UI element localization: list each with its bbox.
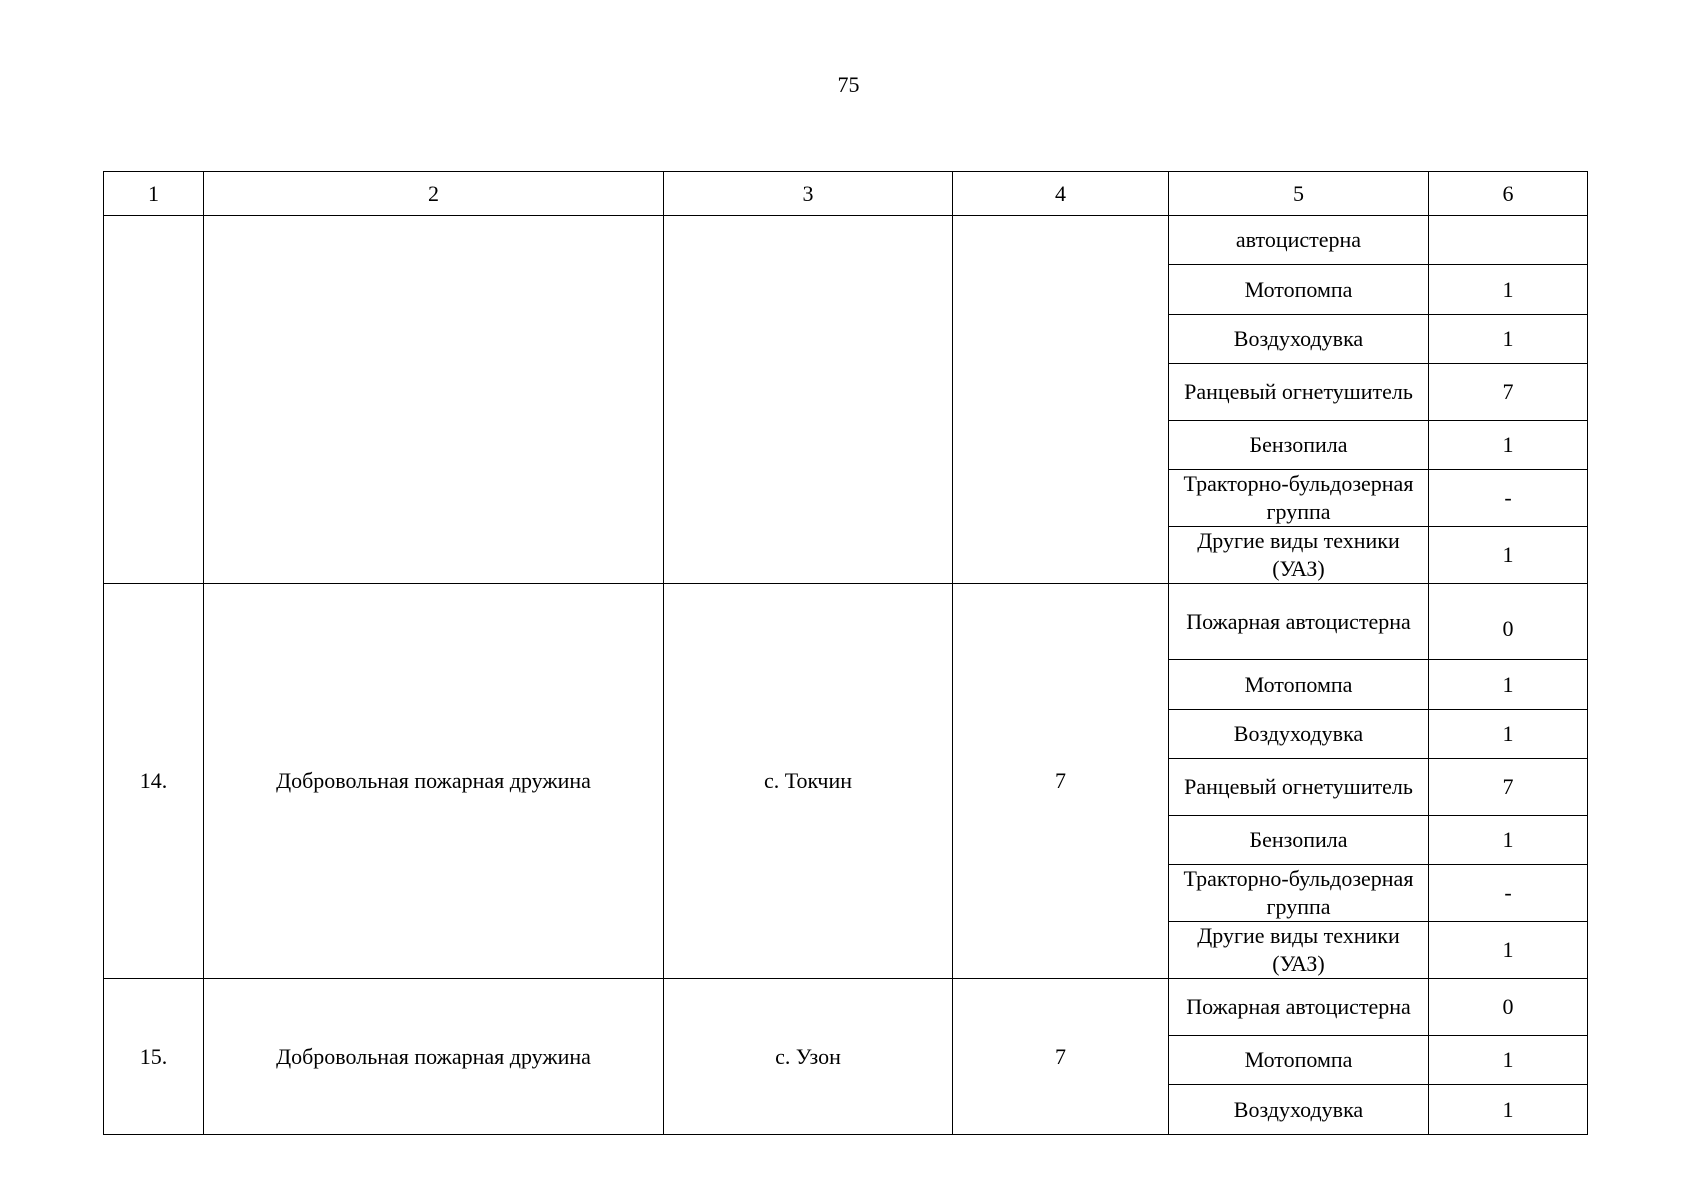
equipment-name: Пожарная автоцистерна [1169, 979, 1429, 1036]
equipment-name: Ранцевый огнетушитель [1169, 364, 1429, 421]
location-cell: с. Токчин [664, 584, 953, 979]
table-row [104, 216, 1588, 265]
equipment-table [103, 171, 1588, 1135]
row-number-cell: 14. [104, 584, 204, 979]
equipment-qty: 7 [1429, 364, 1588, 421]
equipment-qty: 1 [1429, 265, 1588, 315]
equipment-name: Другие виды техники (УАЗ) [1169, 922, 1429, 979]
unit-name-cell [204, 216, 664, 584]
equipment-qty: 1 [1429, 421, 1588, 470]
equipment-name: Мотопомпа [1169, 1036, 1429, 1085]
equipment-name: Тракторно-бульдозерная группа [1169, 865, 1429, 922]
equipment-qty: 1 [1429, 660, 1588, 710]
staff-cell [953, 216, 1169, 584]
equipment-name: Бензопила [1169, 816, 1429, 865]
header-cell: 2 [204, 172, 664, 216]
equipment-qty: 0 [1429, 584, 1588, 660]
equipment-name: Воздуходувка [1169, 315, 1429, 364]
unit-name-cell: Добровольная пожарная дружина [204, 979, 664, 1135]
page-number: 75 [837, 72, 860, 97]
table-row [104, 979, 1588, 1036]
equipment-name: Тракторно-бульдозерная группа [1169, 470, 1429, 527]
equipment-qty: 1 [1429, 1036, 1588, 1085]
row-number-cell: 15. [104, 979, 204, 1135]
equipment-qty: 1 [1429, 315, 1588, 364]
equipment-qty: 1 [1429, 527, 1588, 584]
header-cell: 4 [953, 172, 1169, 216]
header-cell: 6 [1429, 172, 1588, 216]
equipment-name: Пожарная автоцистерна [1169, 584, 1429, 660]
equipment-qty: 1 [1429, 1085, 1588, 1135]
equipment-name: Мотопомпа [1169, 265, 1429, 315]
equipment-qty: 7 [1429, 759, 1588, 816]
staff-cell: 7 [953, 979, 1169, 1135]
header-row [104, 172, 1588, 216]
equipment-name: Мотопомпа [1169, 660, 1429, 710]
equipment-qty: 1 [1429, 922, 1588, 979]
location-cell [664, 216, 953, 584]
table-row [104, 584, 1588, 660]
header-cell: 3 [664, 172, 953, 216]
equipment-name: Другие виды техники (УАЗ) [1169, 527, 1429, 584]
location-cell: с. Узон [664, 979, 953, 1135]
equipment-qty: 0 [1429, 979, 1588, 1036]
equipment-qty: - [1429, 470, 1588, 527]
row-number-cell [104, 216, 204, 584]
equipment-name: Воздуходувка [1169, 710, 1429, 759]
equipment-name: Ранцевый огнетушитель [1169, 759, 1429, 816]
equipment-name: автоцистерна [1169, 216, 1429, 265]
equipment-name: Бензопила [1169, 421, 1429, 470]
equipment-qty: 1 [1429, 710, 1588, 759]
equipment-qty: 1 [1429, 816, 1588, 865]
header-cell: 5 [1169, 172, 1429, 216]
equipment-qty [1429, 216, 1588, 265]
equipment-name: Воздуходувка [1169, 1085, 1429, 1135]
staff-cell: 7 [953, 584, 1169, 979]
unit-name-cell: Добровольная пожарная дружина [204, 584, 664, 979]
equipment-qty: - [1429, 865, 1588, 922]
header-cell: 1 [104, 172, 204, 216]
